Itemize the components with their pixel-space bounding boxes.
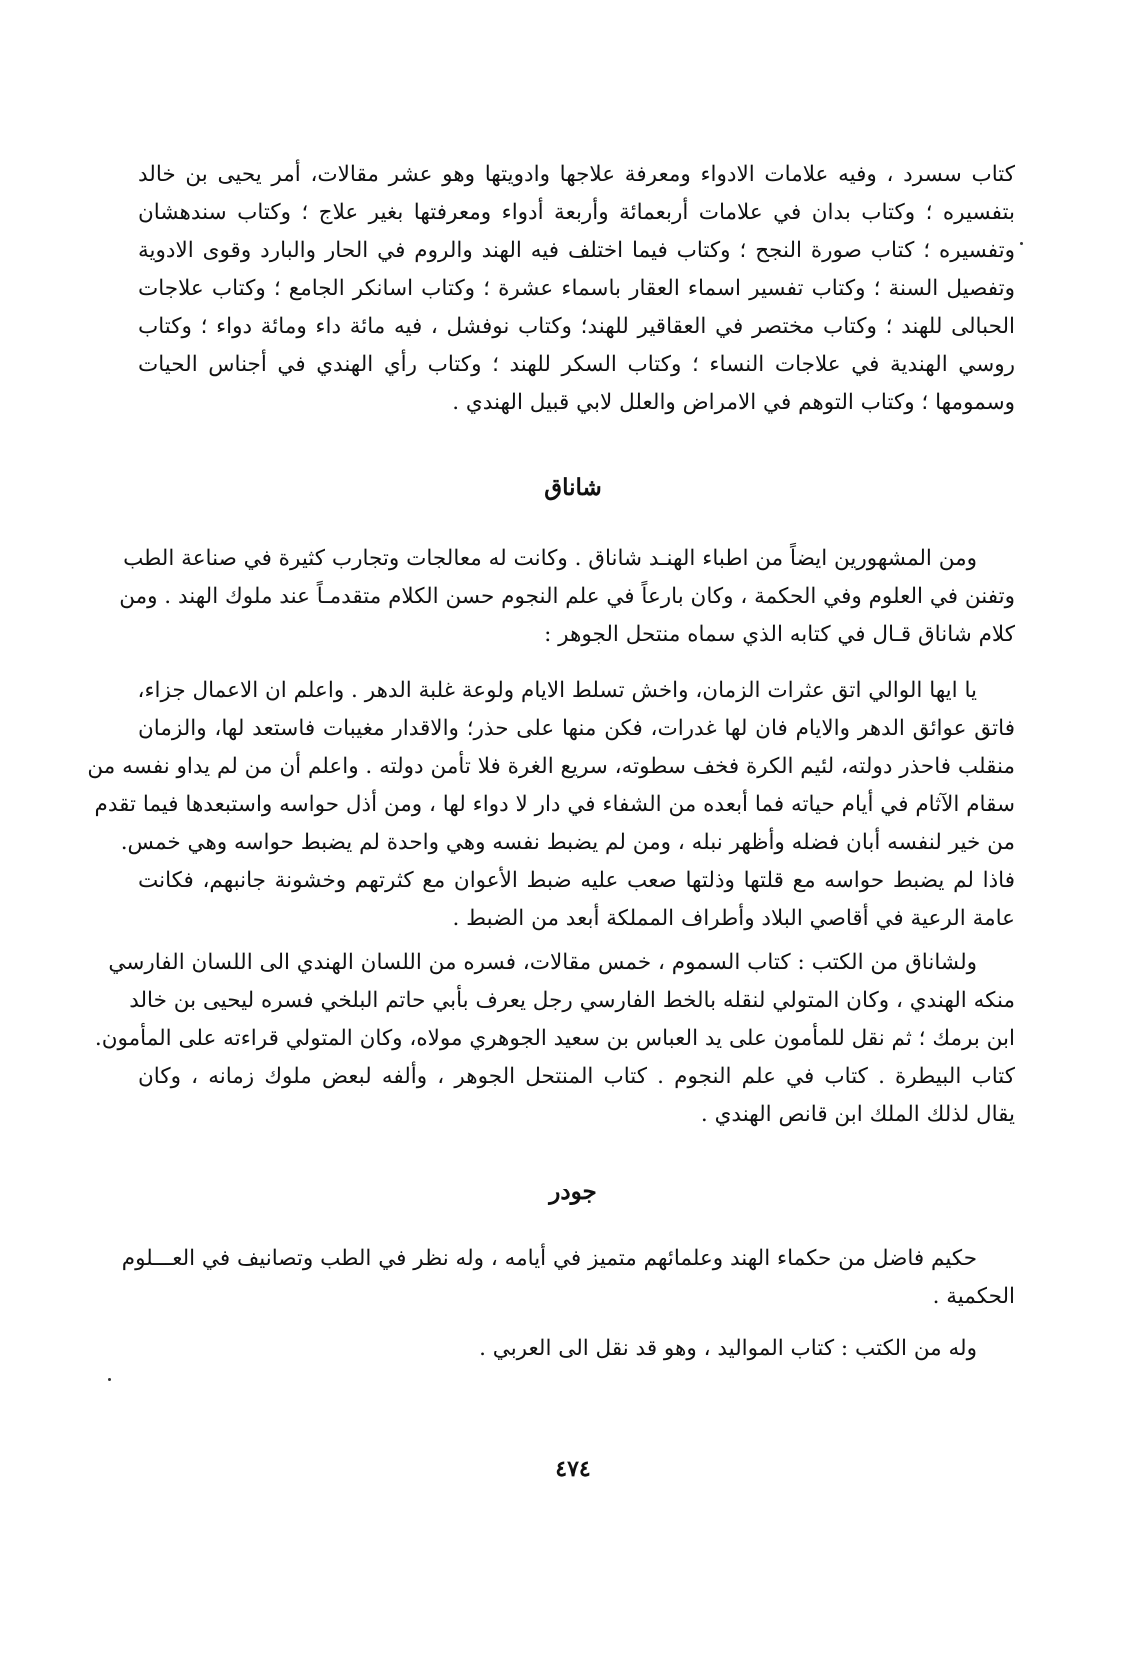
text-line: الحكمية .: [932, 1284, 1015, 1309]
text-line: يا ايها الوالي اتق عثرات الزمان، واخش تسلط الايام ولوعة غلبة الدهر . واعلم ان الاعمال جزاء،: [137, 678, 977, 703]
text-line: بتفسيره ؛ وكتاب بدان في علامات أربعمائة وأربعة أدواء ومعرفتها بغير علاج ؛ وكتاب سندهشان: [138, 200, 1015, 225]
text-line: يقال لذلك الملك ابن قانص الهندي .: [700, 1102, 1015, 1127]
text-line: وتفنن في العلوم وفي الحكمة ، وكان بارعاً في علم النجوم حسن الكلام متقدمـاً عند ملوك الهند . ومن: [119, 584, 1015, 609]
text-line: منكه الهندي ، وكان المتولي لنقله بالخط الفارسي رجل يعرف بأبي حاتم البلخي فسره ليحيى بن خالد: [129, 988, 1015, 1013]
scan-speck: [1020, 242, 1023, 245]
text-line: من خير لنفسه أبان فضله وأظهر نبله ، ومن لم يضبط نفسه وهي واحدة لم يضبط حواسه وهي خمس.: [120, 830, 1015, 855]
text-line: وتفصيل السنة ؛ وكتاب تفسير اسماء العقار باسماء عشرة ؛ وكتاب اسانكر الجامع ؛ وكتاب علاجات: [138, 276, 1015, 301]
shanaq-intro-paragraph: [119, 540, 1015, 654]
text-line: وله من الكتب : كتاب المواليد ، وهو قد نقل الى العربي .: [479, 1336, 977, 1361]
text-line: كلام شاناق قـال في كتابه الذي سماه منتحل الجوهر :: [544, 622, 1015, 647]
jawdar-books-paragraph: [138, 1330, 1015, 1368]
page-number: ٤٧٤: [555, 1456, 591, 1482]
text-line: وتفسيره ؛ كتاب صورة النجح ؛ وكتاب فيما اختلف فيه الهند والروم في الحار والبارد وقوى الادوية: [138, 238, 1015, 263]
text-line: كتاب البيطرة . كتاب في علم النجوم . كتاب المنتحل الجوهر ، وألفه لبعض ملوك زمانه ، وكان: [138, 1064, 1015, 1089]
text-line: ومن المشهورين ايضاً من اطباء الهنـد شاناق . وكانت له معالجات وتجارب كثيرة في صناعة الطب: [123, 546, 977, 571]
text-line: سقام الآثام في أيام حياته فما أبعده من الشفاء في دار لا دواء لها ، ومن أذل حواسه واستبعدها فيما تقدم: [94, 792, 1015, 817]
shanaq-quote-paragraph: [87, 672, 1015, 938]
text-line: فاذا لم يضبط حواسه مع قلتها وذلتها صعب عليه ضبط الأعوان مع كثرتهم وخشونة جانبهم، فكانت: [138, 868, 1015, 893]
text-line: روسي الهندية في علاجات النساء ؛ وكتاب السكر للهند ؛ وكتاب رأي الهندي في أجناس الحيات: [138, 352, 1015, 377]
shanaq-books-paragraph: [94, 944, 1015, 1134]
text-line: منقلب فاحذر دولته، لئيم الكرة فخف سطوته، سريع الغرة فلا تأمن دولته . واعلم أن من لم يداو نفسه من: [87, 754, 1015, 779]
text-line: ولشاناق من الكتب : كتاب السموم ، خمس مقالات، فسره من اللسان الهندي الى اللسان الفارسي: [108, 950, 977, 975]
text-line: ابن برمك ؛ ثم نقل للمأمون على يد العباس بن سعيد الجوهري مولاه، وكان المتولي قراءته على المأمون.: [94, 1026, 1015, 1051]
text-line: كتاب سسرد ، وفيه علامات الادواء ومعرفة علاجها وادويتها وهو عشر مقالات، أمر يحيى بن خالد: [138, 162, 1015, 187]
top-paragraph: [138, 156, 1015, 422]
scan-speck: [108, 1378, 111, 1381]
text-line: الحبالى للهند ؛ وكتاب مختصر في العقاقير للهند؛ وكتاب نوفشل ، فيه مائة داء ومائة دواء ؛ وكتاب: [138, 314, 1015, 339]
section-heading-jawdar: جودر: [549, 1178, 597, 1205]
text-line: حكيم فاضل من حكماء الهند وعلمائهم متميز في أيامه ، وله نظر في الطب وتصانيف في العـــلوم: [121, 1246, 977, 1271]
section-heading-shanaq: شاناق: [544, 474, 602, 501]
jawdar-intro-paragraph: [121, 1240, 1015, 1316]
text-line: فاتق عوائق الدهر والايام فان لها غدرات، فكن منها على حذر؛ والاقدار مغيبات فاستعد لها، والزمان: [138, 716, 1015, 741]
text-line: عامة الرعية في أقاصي البلاد وأطراف المملكة أبعد من الضبط .: [452, 906, 1015, 931]
text-line: وسمومها ؛ وكتاب التوهم في الامراض والعلل لابي قبيل الهندي .: [452, 390, 1015, 415]
